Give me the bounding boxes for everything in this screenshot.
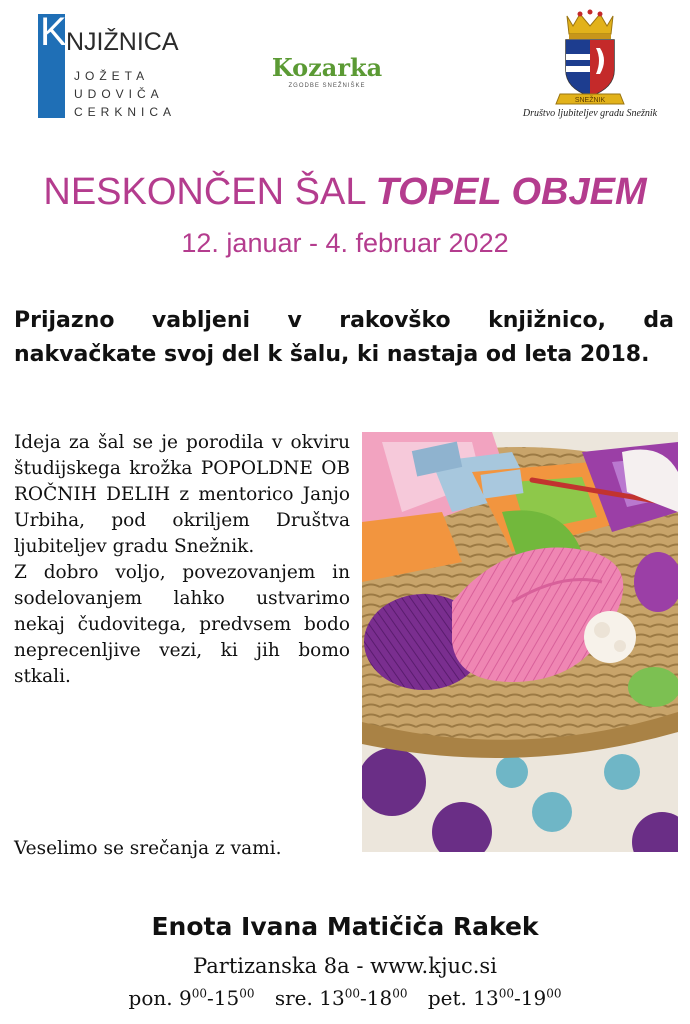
drustvo-logo [520,8,660,123]
logo-initial: K [40,10,67,54]
yarn-basket-image [362,432,678,852]
logo-name: NJIŽNICA [66,28,179,56]
opening-hours [0,986,690,1010]
event-date: 12. januar - 4. februar 2022 [181,228,509,258]
hours-monday: pon. $9^{00}-15^{00}$ [128,986,255,1010]
knjiznica-logo [38,10,179,120]
yarn-basket-photo [362,432,678,852]
drustvo-caption: Društvo ljubiteljev gradu Snežnik [522,108,658,119]
event-title-main: NESKONČEN ŠAL [43,171,376,213]
library-address: Partizanska 8a - www.kjuc.si [193,954,497,978]
logo-line-2: UDOVIČA [74,87,164,101]
hours-wednesday: sre. $13^{00}-18^{00}$ [274,986,408,1010]
event-title-emphasis: TOPEL OBJEM [375,171,647,213]
logo-line-3: CERKNICA [74,105,177,119]
library-unit-name: Enota Ivana Matičiča Rakek [151,912,539,941]
event-title [0,172,690,214]
kozarka-logo [262,53,392,106]
coat-of-arms-icon [520,8,660,108]
description-paragraph-1: Ideja za šal se je porodila v okviru študijskega krožka POPOLDNE OB ROČNIH DELIH z mentorico Janjo Urbiha, pod okriljem Društva ljubiteljev gradu Snežnik. [14,432,350,557]
hours-friday: pet. $13^{00}-19^{00}$ [427,986,562,1010]
description-paragraph-2: Z dobro voljo, povezovanjem in sodelovanjem lahko ustvarimo nekaj čudovitega, predvsem bodo neprecenljive vezi, ki jih bomo stkali. [14,562,350,687]
intro-text: Prijazno vabljeni v rakovško knjižnico, da nakvačkate svoj del k šalu, ki nastaja od leta 2018. [14,308,674,367]
kozarka-tagline: ZGODBE SNEŽNIŠKE [288,83,366,89]
logo-line-1: JOŽETA [74,69,150,83]
description [14,430,350,690]
kozarka-name: Kozarka [271,53,383,82]
ribbon-text: SNEŽNIK [574,97,606,104]
greeting: Veselimo se srečanja z vami. [14,838,282,859]
